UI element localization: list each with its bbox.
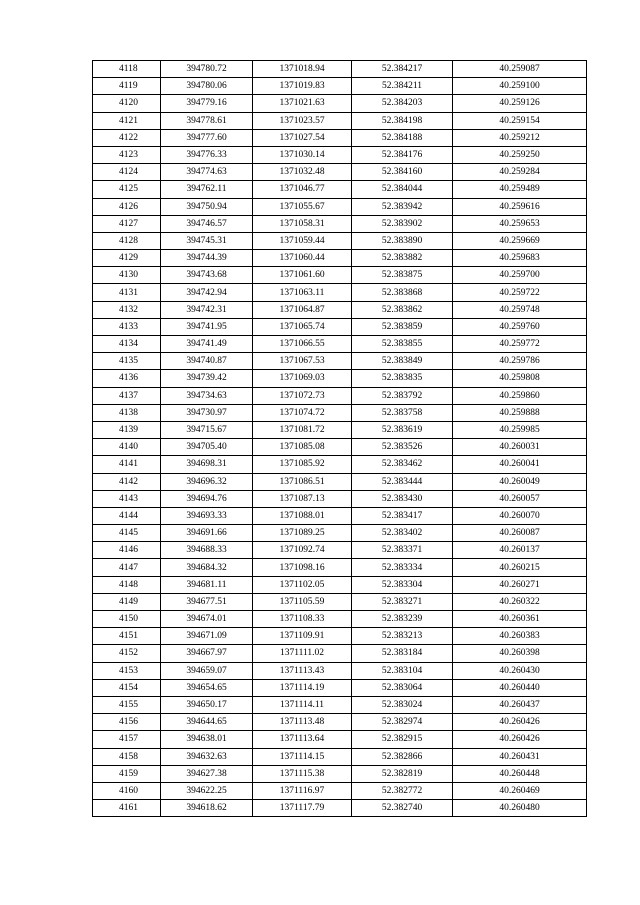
x-coordinate-cell: 394739.42 <box>161 370 253 387</box>
x-coordinate-cell: 394778.61 <box>161 112 253 129</box>
latitude-cell: 52.383239 <box>352 611 453 628</box>
latitude-cell: 52.382915 <box>352 731 453 748</box>
longitude-cell: 40.260137 <box>453 542 587 559</box>
table-row <box>93 129 587 146</box>
y-coordinate-cell: 1371108.33 <box>253 611 352 628</box>
x-coordinate-cell: 394742.94 <box>161 284 253 301</box>
latitude-cell: 52.382866 <box>352 748 453 765</box>
x-coordinate-cell: 394705.40 <box>161 439 253 456</box>
y-coordinate-cell: 1371105.59 <box>253 593 352 610</box>
longitude-cell: 40.260057 <box>453 490 587 507</box>
x-coordinate-cell: 394780.06 <box>161 78 253 95</box>
longitude-cell: 40.260215 <box>453 559 587 576</box>
longitude-cell: 40.260322 <box>453 593 587 610</box>
latitude-cell: 52.383868 <box>352 284 453 301</box>
table-row <box>93 748 587 765</box>
point-number-cell: 4157 <box>93 731 161 748</box>
longitude-cell: 40.260480 <box>453 800 587 817</box>
point-number-cell: 4128 <box>93 232 161 249</box>
table-row <box>93 250 587 267</box>
table-row <box>93 714 587 731</box>
point-number-cell: 4145 <box>93 525 161 542</box>
table-row <box>93 181 587 198</box>
point-number-cell: 4122 <box>93 129 161 146</box>
y-coordinate-cell: 1371102.05 <box>253 576 352 593</box>
table-row <box>93 95 587 112</box>
longitude-cell: 40.260430 <box>453 662 587 679</box>
longitude-cell: 40.260469 <box>453 782 587 799</box>
y-coordinate-cell: 1371115.38 <box>253 765 352 782</box>
table-row <box>93 301 587 318</box>
table-row <box>93 78 587 95</box>
longitude-cell: 40.260087 <box>453 525 587 542</box>
y-coordinate-cell: 1371072.73 <box>253 387 352 404</box>
longitude-cell: 40.259888 <box>453 404 587 421</box>
x-coordinate-cell: 394618.62 <box>161 800 253 817</box>
y-coordinate-cell: 1371055.67 <box>253 198 352 215</box>
longitude-cell: 40.260426 <box>453 714 587 731</box>
table-row <box>93 662 587 679</box>
y-coordinate-cell: 1371114.19 <box>253 679 352 696</box>
x-coordinate-cell: 394746.57 <box>161 215 253 232</box>
longitude-cell: 40.259683 <box>453 250 587 267</box>
x-coordinate-cell: 394622.25 <box>161 782 253 799</box>
longitude-cell: 40.259212 <box>453 129 587 146</box>
y-coordinate-cell: 1371059.44 <box>253 232 352 249</box>
longitude-cell: 40.259808 <box>453 370 587 387</box>
x-coordinate-cell: 394750.94 <box>161 198 253 215</box>
table-row <box>93 353 587 370</box>
table-row <box>93 800 587 817</box>
y-coordinate-cell: 1371030.14 <box>253 146 352 163</box>
x-coordinate-cell: 394730.97 <box>161 404 253 421</box>
y-coordinate-cell: 1371027.54 <box>253 129 352 146</box>
y-coordinate-cell: 1371064.87 <box>253 301 352 318</box>
latitude-cell: 52.383758 <box>352 404 453 421</box>
y-coordinate-cell: 1371086.51 <box>253 473 352 490</box>
latitude-cell: 52.383430 <box>352 490 453 507</box>
longitude-cell: 40.259786 <box>453 353 587 370</box>
latitude-cell: 52.383859 <box>352 318 453 335</box>
x-coordinate-cell: 394776.33 <box>161 146 253 163</box>
latitude-cell: 52.384198 <box>352 112 453 129</box>
latitude-cell: 52.382772 <box>352 782 453 799</box>
coordinates-table-body <box>93 61 587 817</box>
x-coordinate-cell: 394674.01 <box>161 611 253 628</box>
x-coordinate-cell: 394638.01 <box>161 731 253 748</box>
point-number-cell: 4132 <box>93 301 161 318</box>
table-row <box>93 112 587 129</box>
latitude-cell: 52.384203 <box>352 95 453 112</box>
x-coordinate-cell: 394671.09 <box>161 628 253 645</box>
point-number-cell: 4136 <box>93 370 161 387</box>
x-coordinate-cell: 394744.39 <box>161 250 253 267</box>
x-coordinate-cell: 394715.67 <box>161 421 253 438</box>
longitude-cell: 40.259154 <box>453 112 587 129</box>
x-coordinate-cell: 394779.16 <box>161 95 253 112</box>
longitude-cell: 40.260031 <box>453 439 587 456</box>
table-row <box>93 215 587 232</box>
point-number-cell: 4137 <box>93 387 161 404</box>
point-number-cell: 4160 <box>93 782 161 799</box>
y-coordinate-cell: 1371113.48 <box>253 714 352 731</box>
x-coordinate-cell: 394762.11 <box>161 181 253 198</box>
longitude-cell: 40.259616 <box>453 198 587 215</box>
point-number-cell: 4149 <box>93 593 161 610</box>
longitude-cell: 40.259087 <box>453 61 587 78</box>
point-number-cell: 4138 <box>93 404 161 421</box>
longitude-cell: 40.260440 <box>453 679 587 696</box>
table-row <box>93 645 587 662</box>
latitude-cell: 52.384176 <box>352 146 453 163</box>
point-number-cell: 4120 <box>93 95 161 112</box>
y-coordinate-cell: 1371085.92 <box>253 456 352 473</box>
table-row <box>93 525 587 542</box>
latitude-cell: 52.383371 <box>352 542 453 559</box>
longitude-cell: 40.259772 <box>453 336 587 353</box>
y-coordinate-cell: 1371092.74 <box>253 542 352 559</box>
x-coordinate-cell: 394654.65 <box>161 679 253 696</box>
latitude-cell: 52.384211 <box>352 78 453 95</box>
longitude-cell: 40.260448 <box>453 765 587 782</box>
table-row <box>93 473 587 490</box>
latitude-cell: 52.383444 <box>352 473 453 490</box>
y-coordinate-cell: 1371061.60 <box>253 267 352 284</box>
longitude-cell: 40.259669 <box>453 232 587 249</box>
x-coordinate-cell: 394659.07 <box>161 662 253 679</box>
latitude-cell: 52.383402 <box>352 525 453 542</box>
point-number-cell: 4147 <box>93 559 161 576</box>
point-number-cell: 4155 <box>93 696 161 713</box>
table-row <box>93 782 587 799</box>
longitude-cell: 40.260049 <box>453 473 587 490</box>
table-row <box>93 490 587 507</box>
x-coordinate-cell: 394681.11 <box>161 576 253 593</box>
table-row <box>93 507 587 524</box>
table-row <box>93 421 587 438</box>
table-row <box>93 267 587 284</box>
point-number-cell: 4148 <box>93 576 161 593</box>
latitude-cell: 52.382740 <box>352 800 453 817</box>
y-coordinate-cell: 1371111.02 <box>253 645 352 662</box>
table-row <box>93 439 587 456</box>
point-number-cell: 4143 <box>93 490 161 507</box>
x-coordinate-cell: 394694.76 <box>161 490 253 507</box>
x-coordinate-cell: 394627.38 <box>161 765 253 782</box>
point-number-cell: 4123 <box>93 146 161 163</box>
y-coordinate-cell: 1371089.25 <box>253 525 352 542</box>
x-coordinate-cell: 394632.63 <box>161 748 253 765</box>
table-row <box>93 336 587 353</box>
longitude-cell: 40.260426 <box>453 731 587 748</box>
table-row <box>93 232 587 249</box>
y-coordinate-cell: 1371060.44 <box>253 250 352 267</box>
x-coordinate-cell: 394677.51 <box>161 593 253 610</box>
y-coordinate-cell: 1371065.74 <box>253 318 352 335</box>
x-coordinate-cell: 394684.32 <box>161 559 253 576</box>
y-coordinate-cell: 1371046.77 <box>253 181 352 198</box>
y-coordinate-cell: 1371113.43 <box>253 662 352 679</box>
y-coordinate-cell: 1371085.08 <box>253 439 352 456</box>
y-coordinate-cell: 1371058.31 <box>253 215 352 232</box>
y-coordinate-cell: 1371116.97 <box>253 782 352 799</box>
point-number-cell: 4127 <box>93 215 161 232</box>
longitude-cell: 40.259860 <box>453 387 587 404</box>
y-coordinate-cell: 1371074.72 <box>253 404 352 421</box>
latitude-cell: 52.383271 <box>352 593 453 610</box>
point-number-cell: 4150 <box>93 611 161 628</box>
x-coordinate-cell: 394741.95 <box>161 318 253 335</box>
table-row <box>93 387 587 404</box>
latitude-cell: 52.382819 <box>352 765 453 782</box>
latitude-cell: 52.383104 <box>352 662 453 679</box>
latitude-cell: 52.384217 <box>352 61 453 78</box>
point-number-cell: 4140 <box>93 439 161 456</box>
table-row <box>93 559 587 576</box>
longitude-cell: 40.259489 <box>453 181 587 198</box>
y-coordinate-cell: 1371019.83 <box>253 78 352 95</box>
x-coordinate-cell: 394741.49 <box>161 336 253 353</box>
point-number-cell: 4152 <box>93 645 161 662</box>
table-row <box>93 164 587 181</box>
x-coordinate-cell: 394650.17 <box>161 696 253 713</box>
longitude-cell: 40.260431 <box>453 748 587 765</box>
latitude-cell: 52.383890 <box>352 232 453 249</box>
latitude-cell: 52.383855 <box>352 336 453 353</box>
y-coordinate-cell: 1371021.63 <box>253 95 352 112</box>
longitude-cell: 40.260383 <box>453 628 587 645</box>
latitude-cell: 52.383462 <box>352 456 453 473</box>
latitude-cell: 52.383875 <box>352 267 453 284</box>
point-number-cell: 4158 <box>93 748 161 765</box>
y-coordinate-cell: 1371066.55 <box>253 336 352 353</box>
point-number-cell: 4126 <box>93 198 161 215</box>
point-number-cell: 4125 <box>93 181 161 198</box>
point-number-cell: 4146 <box>93 542 161 559</box>
table-row <box>93 61 587 78</box>
latitude-cell: 52.383184 <box>352 645 453 662</box>
longitude-cell: 40.260398 <box>453 645 587 662</box>
x-coordinate-cell: 394774.63 <box>161 164 253 181</box>
point-number-cell: 4119 <box>93 78 161 95</box>
x-coordinate-cell: 394698.31 <box>161 456 253 473</box>
longitude-cell: 40.260041 <box>453 456 587 473</box>
longitude-cell: 40.260437 <box>453 696 587 713</box>
y-coordinate-cell: 1371032.48 <box>253 164 352 181</box>
latitude-cell: 52.384160 <box>352 164 453 181</box>
longitude-cell: 40.259284 <box>453 164 587 181</box>
y-coordinate-cell: 1371081.72 <box>253 421 352 438</box>
x-coordinate-cell: 394691.66 <box>161 525 253 542</box>
y-coordinate-cell: 1371063.11 <box>253 284 352 301</box>
table-row <box>93 198 587 215</box>
table-row <box>93 696 587 713</box>
longitude-cell: 40.259100 <box>453 78 587 95</box>
point-number-cell: 4141 <box>93 456 161 473</box>
longitude-cell: 40.260070 <box>453 507 587 524</box>
latitude-cell: 52.383882 <box>352 250 453 267</box>
y-coordinate-cell: 1371067.53 <box>253 353 352 370</box>
table-row <box>93 370 587 387</box>
point-number-cell: 4154 <box>93 679 161 696</box>
point-number-cell: 4118 <box>93 61 161 78</box>
point-number-cell: 4130 <box>93 267 161 284</box>
table-row <box>93 731 587 748</box>
latitude-cell: 52.383304 <box>352 576 453 593</box>
latitude-cell: 52.383417 <box>352 507 453 524</box>
longitude-cell: 40.259985 <box>453 421 587 438</box>
y-coordinate-cell: 1371069.03 <box>253 370 352 387</box>
x-coordinate-cell: 394696.32 <box>161 473 253 490</box>
latitude-cell: 52.384188 <box>352 129 453 146</box>
y-coordinate-cell: 1371087.13 <box>253 490 352 507</box>
longitude-cell: 40.260271 <box>453 576 587 593</box>
table-row <box>93 404 587 421</box>
y-coordinate-cell: 1371114.15 <box>253 748 352 765</box>
longitude-cell: 40.259700 <box>453 267 587 284</box>
longitude-cell: 40.260361 <box>453 611 587 628</box>
point-number-cell: 4129 <box>93 250 161 267</box>
table-row <box>93 542 587 559</box>
table-row <box>93 318 587 335</box>
latitude-cell: 52.383942 <box>352 198 453 215</box>
point-number-cell: 4124 <box>93 164 161 181</box>
latitude-cell: 52.383902 <box>352 215 453 232</box>
table-row <box>93 146 587 163</box>
point-number-cell: 4161 <box>93 800 161 817</box>
point-number-cell: 4142 <box>93 473 161 490</box>
latitude-cell: 52.383862 <box>352 301 453 318</box>
latitude-cell: 52.383619 <box>352 421 453 438</box>
y-coordinate-cell: 1371109.91 <box>253 628 352 645</box>
latitude-cell: 52.383064 <box>352 679 453 696</box>
longitude-cell: 40.259760 <box>453 318 587 335</box>
x-coordinate-cell: 394745.31 <box>161 232 253 249</box>
x-coordinate-cell: 394667.97 <box>161 645 253 662</box>
y-coordinate-cell: 1371114.11 <box>253 696 352 713</box>
y-coordinate-cell: 1371018.94 <box>253 61 352 78</box>
table-row <box>93 679 587 696</box>
table-row <box>93 576 587 593</box>
table-row <box>93 284 587 301</box>
longitude-cell: 40.259722 <box>453 284 587 301</box>
x-coordinate-cell: 394742.31 <box>161 301 253 318</box>
x-coordinate-cell: 394780.72 <box>161 61 253 78</box>
longitude-cell: 40.259250 <box>453 146 587 163</box>
latitude-cell: 52.383213 <box>352 628 453 645</box>
table-row <box>93 456 587 473</box>
latitude-cell: 52.383792 <box>352 387 453 404</box>
point-number-cell: 4159 <box>93 765 161 782</box>
latitude-cell: 52.382974 <box>352 714 453 731</box>
y-coordinate-cell: 1371113.64 <box>253 731 352 748</box>
y-coordinate-cell: 1371117.79 <box>253 800 352 817</box>
coordinates-table <box>92 60 587 817</box>
point-number-cell: 4156 <box>93 714 161 731</box>
latitude-cell: 52.383526 <box>352 439 453 456</box>
y-coordinate-cell: 1371098.16 <box>253 559 352 576</box>
table-row <box>93 593 587 610</box>
latitude-cell: 52.383334 <box>352 559 453 576</box>
latitude-cell: 52.383849 <box>352 353 453 370</box>
longitude-cell: 40.259126 <box>453 95 587 112</box>
latitude-cell: 52.383024 <box>352 696 453 713</box>
x-coordinate-cell: 394743.68 <box>161 267 253 284</box>
latitude-cell: 52.384044 <box>352 181 453 198</box>
x-coordinate-cell: 394777.60 <box>161 129 253 146</box>
table-row <box>93 611 587 628</box>
y-coordinate-cell: 1371023.57 <box>253 112 352 129</box>
x-coordinate-cell: 394688.33 <box>161 542 253 559</box>
table-row <box>93 628 587 645</box>
longitude-cell: 40.259653 <box>453 215 587 232</box>
longitude-cell: 40.259748 <box>453 301 587 318</box>
point-number-cell: 4121 <box>93 112 161 129</box>
x-coordinate-cell: 394693.33 <box>161 507 253 524</box>
point-number-cell: 4139 <box>93 421 161 438</box>
x-coordinate-cell: 394734.63 <box>161 387 253 404</box>
x-coordinate-cell: 394644.65 <box>161 714 253 731</box>
x-coordinate-cell: 394740.87 <box>161 353 253 370</box>
point-number-cell: 4144 <box>93 507 161 524</box>
point-number-cell: 4135 <box>93 353 161 370</box>
point-number-cell: 4133 <box>93 318 161 335</box>
y-coordinate-cell: 1371088.01 <box>253 507 352 524</box>
table-row <box>93 765 587 782</box>
point-number-cell: 4151 <box>93 628 161 645</box>
point-number-cell: 4131 <box>93 284 161 301</box>
point-number-cell: 4134 <box>93 336 161 353</box>
point-number-cell: 4153 <box>93 662 161 679</box>
latitude-cell: 52.383835 <box>352 370 453 387</box>
